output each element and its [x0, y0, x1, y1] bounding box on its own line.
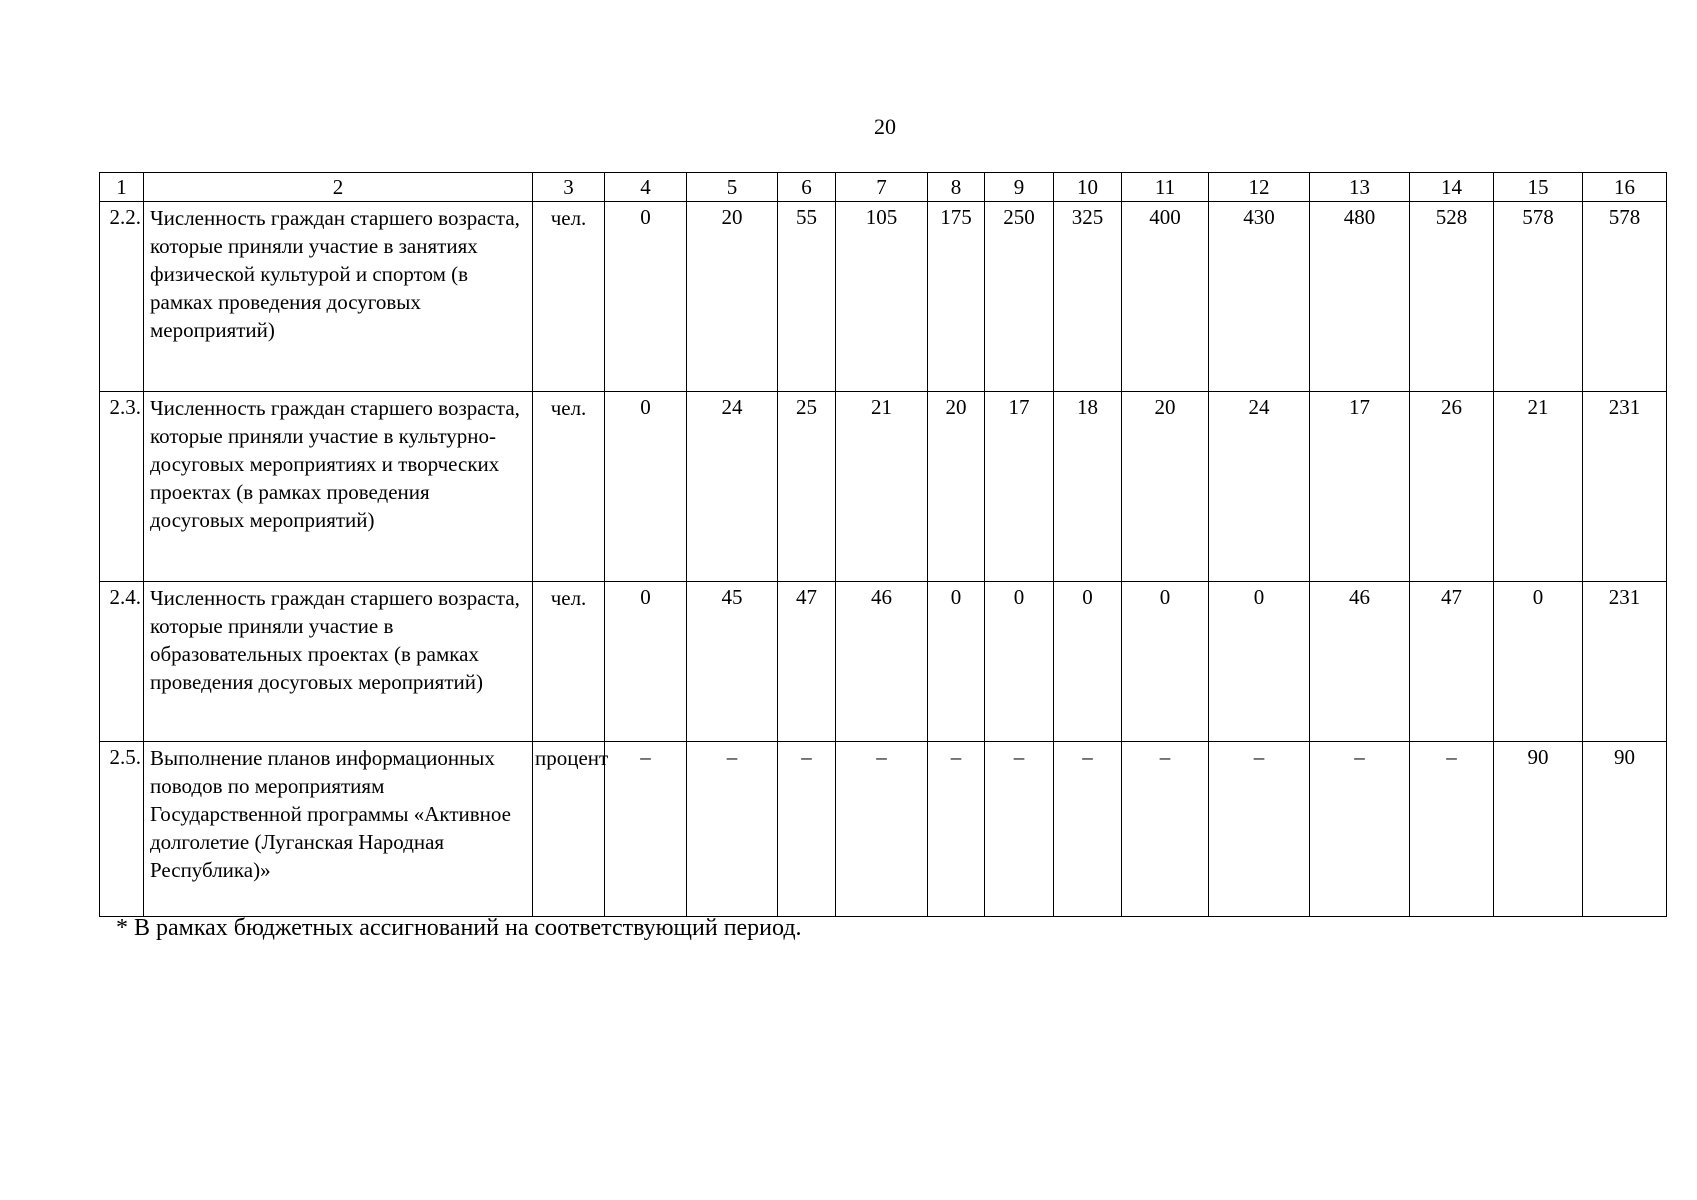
value-cell: 90 — [1494, 742, 1583, 917]
indicator-name: Численность граждан старшего возраста, которые приняли участие в занятиях физической культурой и спортом (в рамках проведения досуговых мероприятий) — [144, 202, 533, 392]
header-cell: 9 — [985, 173, 1054, 202]
value-cell: – — [687, 742, 778, 917]
value-cell: 24 — [1209, 392, 1310, 582]
row-number: 2.5. — [100, 742, 144, 917]
value-cell: – — [1410, 742, 1494, 917]
value-cell: 231 — [1583, 392, 1667, 582]
header-cell: 11 — [1122, 173, 1209, 202]
indicator-name: Выполнение планов информационных поводов по мероприятиям Государственной программы «Активное долголетие (Луганская Народная Республика)» — [144, 742, 533, 917]
value-cell: 0 — [1209, 582, 1310, 742]
value-cell: 578 — [1494, 202, 1583, 392]
value-cell: 0 — [605, 392, 687, 582]
value-cell: – — [836, 742, 928, 917]
value-cell: 26 — [1410, 392, 1494, 582]
header-cell: 5 — [687, 173, 778, 202]
value-cell: – — [1310, 742, 1410, 917]
row-number: 2.3. — [100, 392, 144, 582]
value-cell: 0 — [1054, 582, 1122, 742]
indicators-table — [99, 172, 1667, 917]
value-cell: – — [985, 742, 1054, 917]
value-cell: 45 — [687, 582, 778, 742]
value-cell: 430 — [1209, 202, 1310, 392]
unit: процент — [533, 742, 605, 917]
row-number: 2.2. — [100, 202, 144, 392]
value-cell: 528 — [1410, 202, 1494, 392]
header-cell: 14 — [1410, 173, 1494, 202]
value-cell: 105 — [836, 202, 928, 392]
value-cell: – — [1122, 742, 1209, 917]
table-header-row — [100, 173, 1667, 202]
value-cell: 175 — [928, 202, 985, 392]
value-cell: 47 — [778, 582, 836, 742]
value-cell: 250 — [985, 202, 1054, 392]
header-cell: 7 — [836, 173, 928, 202]
header-cell: 1 — [100, 173, 144, 202]
value-cell: 480 — [1310, 202, 1410, 392]
header-cell: 8 — [928, 173, 985, 202]
value-cell: 20 — [928, 392, 985, 582]
indicator-name: Численность граждан старшего возраста, которые приняли участие в образовательных проектах (в рамках проведения досуговых мероприятий) — [144, 582, 533, 742]
header-cell: 16 — [1583, 173, 1667, 202]
header-cell: 4 — [605, 173, 687, 202]
table-row — [100, 582, 1667, 742]
row-number: 2.4. — [100, 582, 144, 742]
value-cell: 47 — [1410, 582, 1494, 742]
value-cell: 55 — [778, 202, 836, 392]
header-cell: 12 — [1209, 173, 1310, 202]
value-cell: 17 — [1310, 392, 1410, 582]
header-cell: 2 — [144, 173, 533, 202]
header-cell: 13 — [1310, 173, 1410, 202]
page-number: 20 — [874, 114, 896, 139]
footnote: * В рамках бюджетных ассигнований на соответствующий период. — [116, 915, 802, 941]
value-cell: – — [1054, 742, 1122, 917]
unit: чел. — [533, 202, 605, 392]
value-cell: 25 — [778, 392, 836, 582]
table-row — [100, 392, 1667, 582]
value-cell: – — [928, 742, 985, 917]
value-cell: 21 — [1494, 392, 1583, 582]
header-cell: 15 — [1494, 173, 1583, 202]
value-cell: – — [778, 742, 836, 917]
value-cell: 21 — [836, 392, 928, 582]
value-cell: 0 — [928, 582, 985, 742]
value-cell: 90 — [1583, 742, 1667, 917]
value-cell: 0 — [1122, 582, 1209, 742]
header-cell: 3 — [533, 173, 605, 202]
value-cell: 18 — [1054, 392, 1122, 582]
unit: чел. — [533, 582, 605, 742]
header-cell: 6 — [778, 173, 836, 202]
value-cell: 0 — [1494, 582, 1583, 742]
value-cell: 20 — [1122, 392, 1209, 582]
value-cell: 400 — [1122, 202, 1209, 392]
value-cell: 20 — [687, 202, 778, 392]
value-cell: 24 — [687, 392, 778, 582]
value-cell: – — [1209, 742, 1310, 917]
value-cell: 17 — [985, 392, 1054, 582]
value-cell: 578 — [1583, 202, 1667, 392]
value-cell: 0 — [605, 582, 687, 742]
value-cell: 0 — [605, 202, 687, 392]
header-cell: 10 — [1054, 173, 1122, 202]
value-cell: 46 — [836, 582, 928, 742]
value-cell: 0 — [985, 582, 1054, 742]
value-cell: 46 — [1310, 582, 1410, 742]
value-cell: 325 — [1054, 202, 1122, 392]
indicator-name: Численность граждан старшего возраста, которые приняли участие в культурно-досуговых мероприятиях и творческих проектах (в рамках проведения досуговых мероприятий) — [144, 392, 533, 582]
value-cell: – — [605, 742, 687, 917]
table-row — [100, 742, 1667, 917]
value-cell: 231 — [1583, 582, 1667, 742]
unit: чел. — [533, 392, 605, 582]
table-row — [100, 202, 1667, 392]
